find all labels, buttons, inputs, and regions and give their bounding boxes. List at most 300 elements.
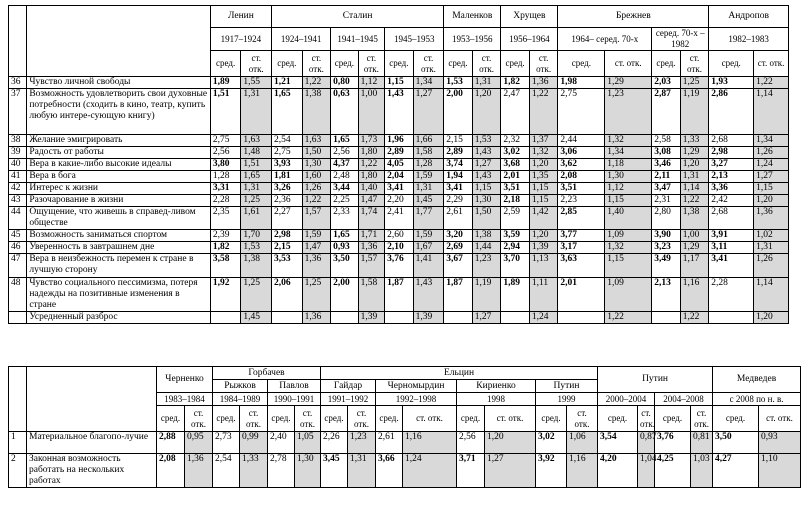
stdev-value: 1,22 — [358, 159, 385, 171]
subleader-header: Гайдар — [321, 380, 376, 393]
leader-header: Ленин — [210, 6, 271, 28]
mean-value: 2,44 — [558, 135, 605, 147]
stdev-value: 1,43 — [413, 278, 444, 312]
stdev-value: 1,05 — [295, 432, 321, 454]
mean-value: 2,08 — [157, 454, 185, 488]
stdev-value: 1,38 — [302, 89, 331, 135]
mean-value: 2,13 — [652, 278, 681, 312]
subleader-header: Рыжков — [213, 380, 268, 393]
mean-value: 2,15 — [272, 242, 303, 254]
stdev-value: 1,12 — [605, 183, 652, 195]
period-header: 1992–1998 — [376, 393, 457, 406]
leader-header: Брежнев — [558, 6, 709, 28]
mean-value: 0,80 — [331, 77, 359, 89]
stdev-header: ст. отк. — [240, 406, 268, 432]
mean-value: 3,02 — [501, 147, 530, 159]
mean-value: 2,56 — [457, 432, 485, 454]
stdev-value: 1,27 — [413, 89, 444, 135]
mean-value — [501, 312, 530, 324]
mean-value: 3,46 — [652, 159, 681, 171]
period-header: 1999 — [536, 393, 598, 406]
mean-header: сред. — [210, 51, 241, 77]
mean-value — [210, 312, 241, 324]
stdev-header: ст. отк. — [680, 51, 709, 77]
leader-header: Маленков — [444, 6, 501, 28]
mean-value: 3,68 — [501, 159, 530, 171]
stdev-value: 1,57 — [302, 207, 331, 230]
stdev-value: 1,14 — [680, 183, 709, 195]
mean-header: сред. — [501, 51, 530, 77]
row-label: Разочарование в жизни — [27, 195, 211, 207]
mean-header: сред. — [376, 406, 403, 432]
row-number: 46 — [9, 242, 27, 254]
mean-value: 3,90 — [652, 230, 681, 242]
mean-value: 1,87 — [444, 278, 473, 312]
mean-value: 3,27 — [709, 159, 754, 171]
mean-value: 3,91 — [709, 230, 754, 242]
mean-value: 1,28 — [210, 171, 241, 183]
stdev-value: 1,36 — [358, 242, 385, 254]
mean-value: 2,56 — [210, 147, 241, 159]
mean-value: 2,61 — [376, 432, 403, 454]
row-label: Желание эмигрировать — [27, 135, 211, 147]
mean-value: 2,68 — [709, 207, 754, 230]
period-header: 1917–1924 — [210, 28, 271, 51]
stdev-value: 1,40 — [358, 183, 385, 195]
table-row — [9, 432, 801, 454]
table-row — [9, 183, 789, 195]
stdev-value: 0,81 — [691, 432, 713, 454]
stdev-value: 1,39 — [413, 312, 444, 324]
mean-value: 2,39 — [210, 230, 241, 242]
stdev-value: 1,26 — [754, 254, 789, 278]
stdev-value: 1,35 — [529, 171, 558, 183]
mean-value: 1,93 — [709, 77, 754, 89]
mean-value: 2,31 — [652, 195, 681, 207]
stdev-value: 1,16 — [567, 454, 598, 488]
mean-value: 3,80 — [210, 159, 241, 171]
subleader-header: Павлов — [268, 380, 321, 393]
mean-value: 1,65 — [331, 230, 359, 242]
corner-cell — [9, 367, 27, 432]
mean-header: сред. — [272, 51, 303, 77]
stdev-value: 0,93 — [759, 432, 801, 454]
stdev-value: 1,36 — [529, 77, 558, 89]
period-header: 1991–1992 — [321, 393, 376, 406]
stdev-value: 1,20 — [680, 159, 709, 171]
row-number: 45 — [9, 230, 27, 242]
stdev-value: 1,16 — [403, 432, 457, 454]
stdev-value: 1,50 — [472, 207, 501, 230]
stdev-value: 1,30 — [472, 195, 501, 207]
mean-value: 1,51 — [210, 89, 241, 135]
leader-header: Медведев — [713, 367, 801, 393]
stdev-value: 1,32 — [529, 147, 558, 159]
stdev-value: 1,20 — [529, 230, 558, 242]
row-number: 47 — [9, 254, 27, 278]
mean-value: 2,60 — [385, 230, 414, 242]
mean-value: 2,89 — [444, 147, 473, 159]
mean-value: 1,53 — [444, 77, 473, 89]
stdev-value: 1,27 — [472, 159, 501, 171]
mean-value: 2,27 — [272, 207, 303, 230]
mean-header: сред. — [709, 51, 754, 77]
stdev-value: 1,48 — [241, 147, 272, 159]
row-label: Интерес к жизни — [27, 183, 211, 195]
stdev-value: 1,34 — [754, 135, 789, 147]
mean-value: 3,66 — [376, 454, 403, 488]
stdev-value: 1,19 — [680, 89, 709, 135]
stdev-value: 1,36 — [754, 207, 789, 230]
mean-value — [385, 312, 414, 324]
stdev-value: 1,53 — [241, 242, 272, 254]
leader-header: Андропов — [709, 6, 789, 28]
mean-value: 4,05 — [385, 159, 414, 171]
table-row — [9, 242, 789, 254]
row-number: 43 — [9, 195, 27, 207]
mean-value: 3,23 — [652, 242, 681, 254]
stdev-value: 1,45 — [241, 312, 272, 324]
stdev-value: 1,14 — [754, 89, 789, 135]
row-number — [9, 312, 27, 324]
mean-value: 1,43 — [385, 89, 414, 135]
table-row — [9, 312, 789, 324]
mean-value: 2,00 — [331, 278, 359, 312]
stdev-value: 1,32 — [605, 242, 652, 254]
stdev-value: 1,71 — [358, 230, 385, 242]
subleader-header: Черномырдин — [376, 380, 457, 393]
mean-value: 2,23 — [558, 195, 605, 207]
mean-value: 2,20 — [385, 195, 414, 207]
leader-header: Хрущев — [501, 6, 558, 28]
stdev-value: 1,15 — [529, 183, 558, 195]
table-row — [9, 207, 789, 230]
table-row — [9, 230, 789, 242]
mean-value: 3,93 — [272, 159, 303, 171]
mean-value: 2,61 — [444, 207, 473, 230]
mean-header: сред. — [713, 406, 759, 432]
stdev-value: 1,02 — [754, 230, 789, 242]
mean-value: 2,01 — [558, 278, 605, 312]
stdev-value: 1,60 — [302, 171, 331, 183]
mean-value: 3,74 — [444, 159, 473, 171]
mean-value: 2,08 — [558, 171, 605, 183]
mean-value: 3,47 — [652, 183, 681, 195]
mean-value: 3,41 — [444, 183, 473, 195]
stdev-value: 0,87 — [638, 432, 655, 454]
mean-value: 2,68 — [709, 135, 754, 147]
stdev-value: 1,22 — [680, 195, 709, 207]
mean-value: 2,32 — [501, 135, 530, 147]
stdev-value: 1,33 — [240, 454, 268, 488]
mean-header: сред. — [321, 406, 348, 432]
mean-value: 2,15 — [444, 135, 473, 147]
mean-value: 2,69 — [444, 242, 473, 254]
mean-value: 3,58 — [210, 254, 241, 278]
mean-value: 1,98 — [558, 77, 605, 89]
mean-value: 2,87 — [652, 89, 681, 135]
mean-value: 1,65 — [331, 135, 359, 147]
row-label: Чувство социального пессимизма, потеря надежды на позитивные изменения в стране — [27, 278, 211, 312]
stdev-value: 1,31 — [472, 77, 501, 89]
stdev-header: ст. отк. — [485, 406, 536, 432]
stdev-value: 1,50 — [302, 147, 331, 159]
mean-value: 2,58 — [652, 135, 681, 147]
stdev-value: 1,31 — [241, 89, 272, 135]
mean-value: 3,44 — [331, 183, 359, 195]
stdev-header: ст. отк. — [295, 406, 321, 432]
table-row — [9, 77, 789, 89]
mean-value: 2,98 — [709, 147, 754, 159]
mean-value — [444, 312, 473, 324]
mean-header: сред. — [331, 51, 359, 77]
stdev-header: ст. отк. — [185, 406, 213, 432]
stdev-value: 1,31 — [413, 183, 444, 195]
mean-value: 2,29 — [444, 195, 473, 207]
stdev-value: 0,95 — [185, 432, 213, 454]
row-number: 1 — [9, 432, 27, 454]
mean-value: 2,75 — [210, 135, 241, 147]
stdev-value: 1,42 — [529, 207, 558, 230]
mean-value — [558, 312, 605, 324]
mean-value — [272, 312, 303, 324]
mean-value: 2,59 — [501, 207, 530, 230]
period-header: 1956–1964 — [501, 28, 558, 51]
mean-value: 3,54 — [598, 432, 638, 454]
table-row — [9, 135, 789, 147]
mean-value: 2,56 — [331, 147, 359, 159]
stdev-value: 1,73 — [358, 135, 385, 147]
mean-value: 2,11 — [652, 171, 681, 183]
stdev-value: 1,41 — [413, 254, 444, 278]
stdev-value: 1,13 — [529, 254, 558, 278]
stdev-value: 1,27 — [485, 454, 536, 488]
mean-value: 2,42 — [709, 195, 754, 207]
stdev-value: 1,25 — [680, 77, 709, 89]
mean-value: 2,35 — [210, 207, 241, 230]
mean-value: 2,94 — [501, 242, 530, 254]
stdev-value: 1,16 — [680, 278, 709, 312]
stdev-value: 1,15 — [472, 183, 501, 195]
mean-value: 4,20 — [598, 454, 638, 488]
period-header: серед. 70-х – 1982 — [652, 28, 709, 51]
period-header: с 2008 по н. в. — [713, 393, 801, 406]
leader-header: Сталин — [272, 6, 444, 28]
row-number: 44 — [9, 207, 27, 230]
stdev-value: 1,58 — [413, 147, 444, 159]
mean-value: 3,77 — [558, 230, 605, 242]
mean-value: 2,80 — [652, 207, 681, 230]
stdev-value: 1,33 — [680, 135, 709, 147]
mean-header: сред. — [385, 51, 414, 77]
stdev-value: 1,44 — [472, 242, 501, 254]
table-post-soviet-leaders — [8, 366, 801, 488]
mean-value: 3,08 — [652, 147, 681, 159]
stdev-value: 1,59 — [413, 230, 444, 242]
mean-value: 3,49 — [652, 254, 681, 278]
mean-value: 3,51 — [558, 183, 605, 195]
stdev-value: 1,34 — [605, 147, 652, 159]
stdev-header: ст. отк. — [529, 51, 558, 77]
mean-value: 3,63 — [558, 254, 605, 278]
mean-value: 3,92 — [536, 454, 567, 488]
period-header: 1984–1989 — [213, 393, 268, 406]
mean-value — [709, 312, 754, 324]
stdev-value: 1,22 — [302, 195, 331, 207]
stdev-value: 1,20 — [754, 312, 789, 324]
stdev-header: ст. отк. — [754, 51, 789, 77]
row-number: 42 — [9, 183, 27, 195]
mean-value: 2,75 — [272, 147, 303, 159]
mean-value: 3,26 — [272, 183, 303, 195]
stdev-value: 1,22 — [680, 312, 709, 324]
mean-header: сред. — [558, 51, 605, 77]
mean-value: 2,33 — [331, 207, 359, 230]
stdev-value: 1,38 — [472, 230, 501, 242]
mean-value: 1,81 — [272, 171, 303, 183]
stdev-value: 1,80 — [358, 147, 385, 159]
table-soviet-leaders — [8, 5, 789, 324]
mean-value: 2,41 — [385, 207, 414, 230]
mean-value: 2,86 — [709, 89, 754, 135]
table-row — [9, 195, 789, 207]
mean-value: 1,65 — [272, 89, 303, 135]
period-header: 1953–1956 — [444, 28, 501, 51]
mean-value: 2,85 — [558, 207, 605, 230]
leader-header: Черненко — [157, 367, 213, 393]
stdev-value: 1,29 — [605, 77, 652, 89]
stdev-header: ст. отк. — [691, 406, 713, 432]
stdev-value: 1,59 — [302, 230, 331, 242]
mean-value — [331, 312, 359, 324]
mean-value: 2,04 — [385, 171, 414, 183]
stdev-value: 1,31 — [754, 242, 789, 254]
stdev-value: 1,70 — [241, 230, 272, 242]
mean-value: 1,89 — [210, 77, 241, 89]
mean-value: 2,88 — [157, 432, 185, 454]
mean-header: сред. — [457, 406, 485, 432]
mean-value: 1,89 — [501, 278, 530, 312]
mean-value: 2,98 — [272, 230, 303, 242]
stdev-value: 1,37 — [529, 135, 558, 147]
stdev-value: 1,63 — [302, 135, 331, 147]
mean-value: 4,27 — [713, 454, 759, 488]
stdev-value: 1,32 — [605, 135, 652, 147]
mean-value: 2,75 — [558, 89, 605, 135]
stdev-value: 1,39 — [529, 242, 558, 254]
mean-value: 2,13 — [709, 171, 754, 183]
stdev-value: 1,04 — [638, 454, 655, 488]
mean-header: сред. — [536, 406, 567, 432]
stdev-value: 1,23 — [472, 254, 501, 278]
mean-value: 2,28 — [709, 278, 754, 312]
stdev-value: 1,25 — [302, 278, 331, 312]
mean-value: 3,41 — [385, 183, 414, 195]
table-row — [9, 454, 801, 488]
mean-value: 1,21 — [272, 77, 303, 89]
row-number: 40 — [9, 159, 27, 171]
stdev-header: ст. отк. — [358, 51, 385, 77]
row-label: Чувство личной свободы — [27, 77, 211, 89]
period-header: 1982–1983 — [709, 28, 789, 51]
mean-value: 3,62 — [558, 159, 605, 171]
stdev-value: 1,15 — [605, 254, 652, 278]
stdev-value: 1,55 — [241, 77, 272, 89]
stdev-value: 1,36 — [302, 312, 331, 324]
mean-value: 2,28 — [210, 195, 241, 207]
row-label: Возможность заниматься спортом — [27, 230, 211, 242]
mean-value: 2,47 — [501, 89, 530, 135]
mean-value: 2,03 — [652, 77, 681, 89]
stdev-value: 1,25 — [241, 278, 272, 312]
mean-value: 2,48 — [331, 171, 359, 183]
stdev-value: 1,22 — [302, 77, 331, 89]
stdev-value: 1,23 — [348, 432, 376, 454]
row-number: 37 — [9, 89, 27, 135]
leader-header: Ельцин — [321, 367, 598, 380]
stdev-value: 1,14 — [754, 278, 789, 312]
mean-value: 2,54 — [272, 135, 303, 147]
mean-value: 3,59 — [501, 230, 530, 242]
mean-value: 3,45 — [321, 454, 348, 488]
stdev-value: 1,24 — [754, 159, 789, 171]
stdev-value: 1,59 — [413, 171, 444, 183]
stdev-value: 1,43 — [472, 147, 501, 159]
row-number: 48 — [9, 278, 27, 312]
stdev-value: 1,74 — [358, 207, 385, 230]
stdev-value: 1,77 — [413, 207, 444, 230]
subleader-header: Путин — [536, 380, 598, 393]
mean-header: сред. — [598, 406, 638, 432]
mean-value: 3,11 — [709, 242, 754, 254]
stdev-value: 1,20 — [472, 89, 501, 135]
row-label: Материальное благопо-лучие — [27, 432, 157, 454]
stdev-value: 1,09 — [605, 278, 652, 312]
mean-value: 1,94 — [444, 171, 473, 183]
stdev-header: ст. отк. — [403, 406, 457, 432]
stdev-value: 1,17 — [680, 254, 709, 278]
mean-value: 2,78 — [268, 454, 295, 488]
mean-value: 2,40 — [268, 432, 295, 454]
mean-value: 3,41 — [709, 254, 754, 278]
mean-value: 2,18 — [501, 195, 530, 207]
stdev-value: 1,67 — [413, 242, 444, 254]
stdev-value: 1,00 — [358, 89, 385, 135]
stdev-value: 1,28 — [413, 159, 444, 171]
mean-value: 2,06 — [272, 278, 303, 312]
stdev-value: 1,27 — [472, 312, 501, 324]
stdev-value: 1,61 — [241, 207, 272, 230]
mean-value: 3,53 — [272, 254, 303, 278]
stdev-header: ст. отк. — [348, 406, 376, 432]
stdev-value: 1,65 — [241, 171, 272, 183]
mean-value: 1,82 — [501, 77, 530, 89]
stdev-value: 1,38 — [680, 207, 709, 230]
mean-value: 3,17 — [558, 242, 605, 254]
stdev-value: 1,20 — [754, 195, 789, 207]
period-header: 1998 — [457, 393, 536, 406]
mean-value: 4,37 — [331, 159, 359, 171]
mean-value: 2,73 — [213, 432, 240, 454]
table-row — [9, 171, 789, 183]
stdev-value: 1,22 — [605, 312, 652, 324]
stdev-value: 1,57 — [358, 254, 385, 278]
mean-value: 2,89 — [385, 147, 414, 159]
stdev-value: 1,34 — [413, 77, 444, 89]
mean-header: сред. — [655, 406, 691, 432]
stdev-header: ст. отк. — [241, 51, 272, 77]
stdev-value: 1,31 — [680, 171, 709, 183]
